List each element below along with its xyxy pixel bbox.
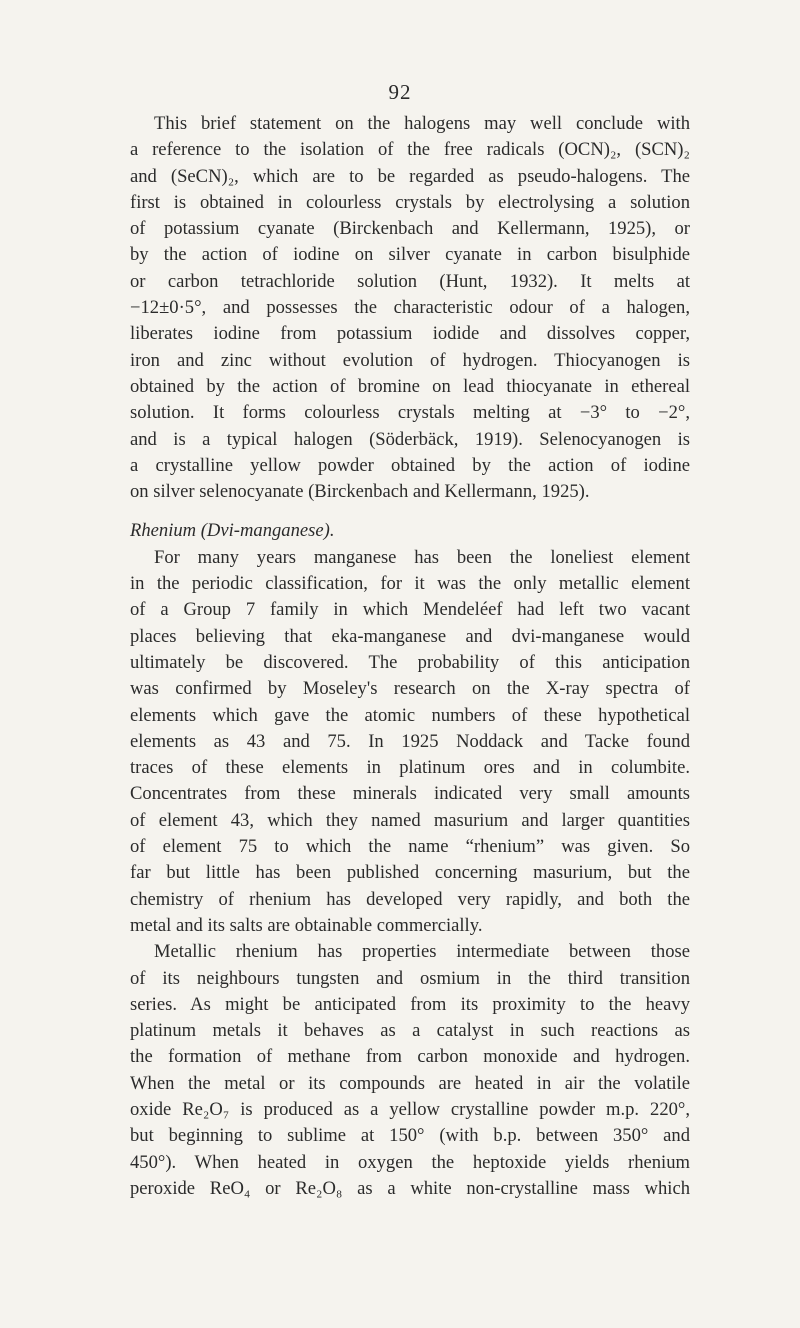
paragraph-gap [130, 505, 690, 518]
text-line: peroxide ReO₄ or Re₂O₈ as a white non-crystalline mass which [130, 1177, 690, 1199]
text-line: the formation of methane from carbon monoxide and hydrogen. [130, 1046, 690, 1068]
text-line: of element 75 to which the name “rhenium” was given. So [130, 836, 690, 858]
text-line: of its neighbours tungsten and osmium in the third transition [130, 967, 690, 989]
text-line: or carbon tetrachloride solution (Hunt, 1932). It melts at [130, 270, 690, 292]
paragraph-rhenium-intro [130, 545, 690, 939]
text-line: places believing that eka-manganese and dvi-manganese would [130, 625, 690, 647]
text-line: of a Group 7 family in which Mendeléef had left two vacant [130, 599, 690, 621]
paragraph-rhenium-metal [130, 939, 690, 1202]
text-line: by the action of iodine on silver cyanate in carbon bisulphide [130, 244, 690, 266]
text-line: traces of these elements in platinum ores and in columbite. [130, 757, 690, 779]
text-line: solution. It forms colourless crystals melting at −3° to −2°, [130, 402, 690, 424]
text-line: first is obtained in colourless crystals by electrolysing a solution [130, 191, 690, 213]
text-line: Concentrates from these minerals indicated very small amounts [130, 783, 690, 805]
text-line: in the periodic classification, for it was the only metallic element [130, 573, 690, 595]
text-line: but beginning to sublime at 150° (with b.p. between 350° and [130, 1125, 690, 1147]
body-text [130, 111, 690, 1202]
text-line: ultimately be discovered. The probability of this anticipation [130, 651, 690, 673]
text-line: of element 43, which they named masurium and larger quantities [130, 809, 690, 831]
text-line: and (SeCN)₂, which are to be regarded as pseudo-halogens. The [130, 165, 690, 187]
text-line: was confirmed by Moseley's research on the X-ray spectra of [130, 678, 690, 700]
text-line: obtained by the action of bromine on lead thiocyanate in ethereal [130, 375, 690, 397]
text-line: on silver selenocyanate (Birckenbach and Kellermann, 1925). [130, 481, 590, 503]
text-line: oxide Re₂O₇ is produced as a yellow crystalline powder m.p. 220°, [130, 1098, 690, 1120]
text-line: liberates iodine from potassium iodide and dissolves copper, [130, 323, 690, 345]
text-line: far but little has been published concerning masurium, but the [130, 862, 690, 884]
text-line: 450°). When heated in oxygen the heptoxide yields rhenium [130, 1151, 690, 1173]
text-line: chemistry of rhenium has developed very rapidly, and both the [130, 888, 690, 910]
text-line: When the metal or its compounds are heated in air the volatile [130, 1072, 690, 1094]
text-line: elements as 43 and 75. In 1925 Noddack and Tacke found [130, 730, 690, 752]
paragraph-halogens [130, 111, 690, 505]
text-line: of potassium cyanate (Birckenbach and Kellermann, 1925), or [130, 218, 690, 240]
text-line: This brief statement on the halogens may well conclude with [154, 113, 690, 134]
text-line: −12±0·5°, and possesses the characteristic odour of a halogen, [130, 297, 690, 319]
text-line: and is a typical halogen (Söderbäck, 1919). Selenocyanogen is [130, 428, 690, 450]
text-line: elements which gave the atomic numbers of these hypothetical [130, 704, 690, 726]
text-line: platinum metals it behaves as a catalyst in such reactions as [130, 1020, 690, 1042]
section-heading-rhenium: Rhenium (Dvi-manganese). [130, 520, 335, 542]
text-line: a crystalline yellow powder obtained by the action of iodine [130, 454, 690, 476]
text-line: For many years manganese has been the loneliest element [154, 546, 690, 568]
text-line: iron and zinc without evolution of hydrogen. Thiocyanogen is [130, 349, 690, 371]
text-line: Metallic rhenium has properties intermediate between those [154, 941, 690, 963]
page-number: 92 [388, 80, 412, 104]
text-line: metal and its salts are obtainable commercially. [130, 914, 483, 936]
text-line: a reference to the isolation of the free radicals (OCN)₂, (SCN)₂ [130, 139, 690, 161]
text-line: series. As might be anticipated from its proximity to the heavy [130, 993, 690, 1015]
